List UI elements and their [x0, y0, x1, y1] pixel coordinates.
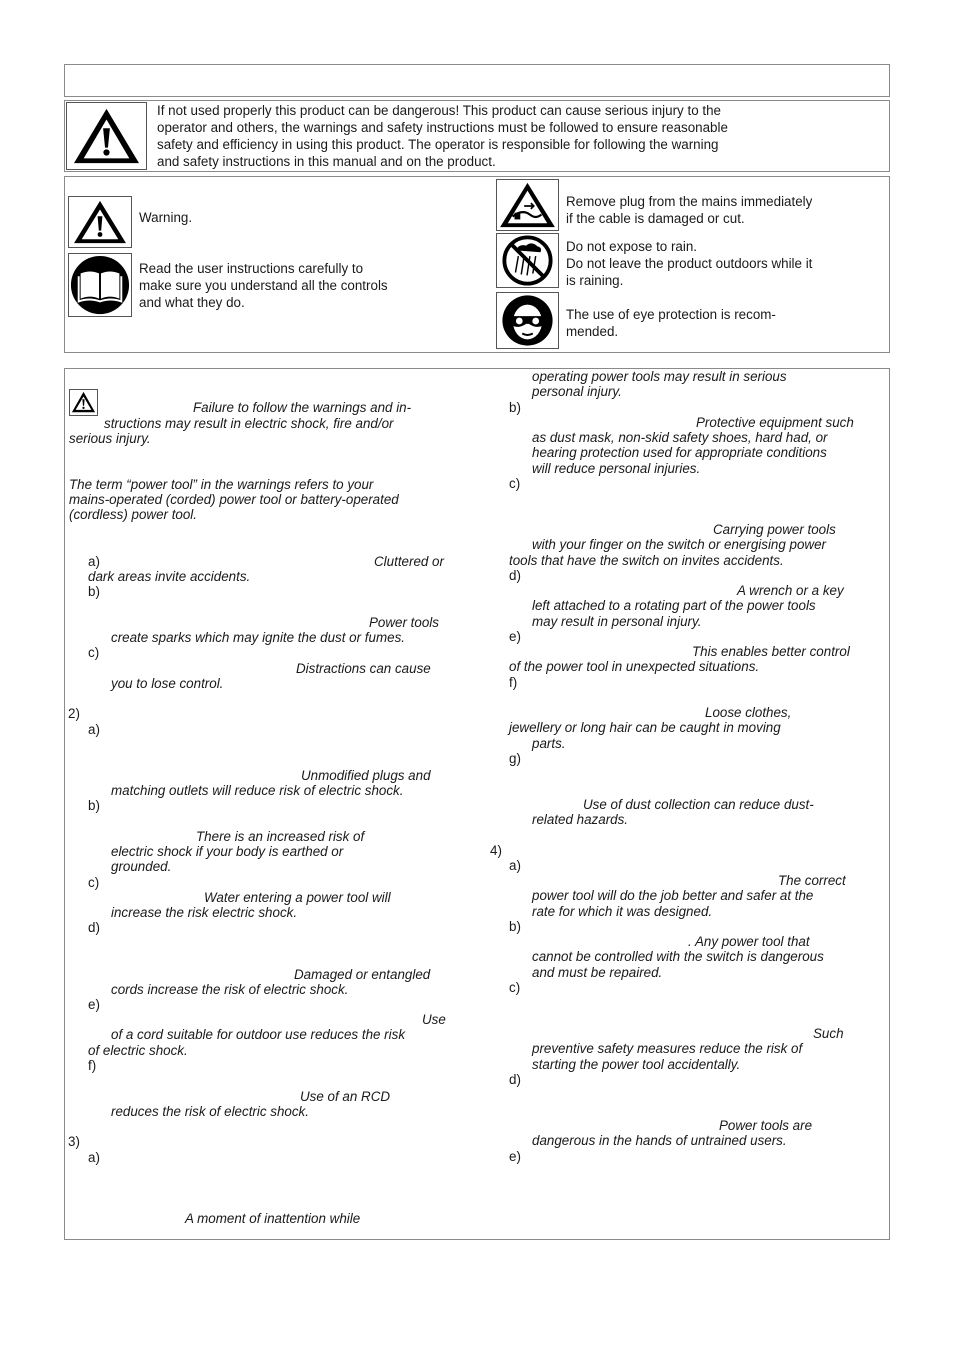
item-label: c): [509, 476, 521, 491]
item-text: preventive safety measures reduce the risk of: [532, 1041, 803, 1056]
item-text: hearing protection used for appropriate conditions: [532, 445, 827, 460]
item-label: d): [88, 920, 100, 935]
intro-line: safety and efficiency in using this product. The operator is responsible for following the warning: [157, 137, 719, 152]
item-text: Use of an RCD: [300, 1089, 391, 1104]
item-text: Such: [813, 1026, 844, 1041]
item-label: d): [509, 1072, 521, 1087]
item-text: A wrench or a key: [737, 583, 844, 598]
item-text: cords increase the risk of electric shock.: [111, 982, 349, 997]
item-text: of the power tool in unexpected situations.: [509, 659, 760, 674]
warning-triangle-icon: [69, 389, 98, 416]
item-text: dangerous in the hands of untrained users.: [532, 1133, 787, 1148]
item-text: create sparks which may ignite the dust or fumes.: [111, 630, 405, 645]
manual-book-icon: [68, 253, 132, 317]
item-text: Power tools are: [719, 1118, 813, 1133]
item-text: Protective equipment such: [696, 415, 854, 430]
symbol-text: Read the user instructions carefully to: [139, 261, 364, 276]
item-text: Power tools: [369, 615, 439, 630]
item-text: cannot be controlled with the switch is dangerous: [532, 949, 824, 964]
item-text: left attached to a rotating part of the power tools: [532, 598, 816, 613]
symbol-text: if the cable is damaged or cut.: [566, 211, 745, 226]
item-text: electric shock if your body is earthed or: [111, 844, 344, 859]
item-label: e): [509, 1149, 521, 1164]
item-text: will reduce personal injuries.: [532, 461, 701, 476]
symbol-text: make sure you understand all the controls: [139, 278, 388, 293]
intro-line: and safety instructions in this manual and on the product.: [157, 154, 496, 169]
item-text: and must be repaired.: [532, 965, 663, 980]
general-warning-text: structions may result in electric shock, fire and/or: [104, 416, 394, 431]
item-text: you to lose control.: [111, 676, 224, 691]
item-text: . Any power tool that: [688, 934, 810, 949]
item-label: d): [509, 568, 521, 583]
item-text: parts.: [532, 736, 566, 751]
title-bar: [64, 64, 890, 97]
item-text: A moment of inattention while: [185, 1211, 361, 1226]
warning-triangle-icon: [66, 102, 147, 170]
item-text: This enables better control: [692, 644, 850, 659]
item-text: Damaged or entangled: [294, 967, 431, 982]
item-text: Cluttered or: [374, 554, 444, 569]
warning-triangle-icon: [68, 196, 132, 248]
item-text: increase the risk electric shock.: [111, 905, 298, 920]
no-rain-icon: [496, 233, 559, 288]
unplug-icon: [496, 179, 559, 231]
term-definition: The term “power tool” in the warnings refers to your: [69, 477, 374, 492]
general-warning-text: Failure to follow the warnings and in-: [193, 400, 412, 415]
item-text: matching outlets will reduce risk of electric shock.: [111, 783, 404, 798]
item-text: operating power tools may result in serious: [532, 369, 787, 384]
item-text: jewellery or long hair can be caught in moving: [509, 720, 781, 735]
symbol-text: and what they do.: [139, 295, 245, 310]
general-warning-text: serious injury.: [69, 431, 151, 446]
item-text: There is an increased risk of: [196, 829, 365, 844]
symbol-text: Remove plug from the mains immediately: [566, 194, 813, 209]
item-text: Unmodified plugs and: [301, 768, 431, 783]
item-label: b): [509, 919, 521, 934]
item-text: Water entering a power tool will: [204, 890, 391, 905]
item-label: a): [88, 1150, 100, 1165]
section-number: 2): [68, 706, 80, 721]
intro-line: operator and others, the warnings and safety instructions must be followed to ensure reasonable: [157, 120, 728, 135]
term-definition: mains-operated (corded) power tool or battery-operated: [69, 492, 399, 507]
item-label: b): [88, 798, 100, 813]
item-text: as dust mask, non-skid safety shoes, hard had, or: [532, 430, 828, 445]
item-text: Use: [422, 1012, 446, 1027]
symbol-text: Do not leave the product outdoors while it: [566, 256, 813, 271]
item-text: with your finger on the switch or energising power: [532, 537, 826, 552]
item-label: f): [509, 675, 518, 690]
item-text: Use of dust collection can reduce dust-: [583, 797, 814, 812]
item-text: Carrying power tools: [713, 522, 836, 537]
item-label: c): [88, 875, 100, 890]
symbols-box: [64, 176, 890, 353]
item-text: tools that have the switch on invites accidents.: [509, 553, 784, 568]
term-definition: (cordless) power tool.: [69, 507, 198, 522]
section-number: 4): [490, 843, 502, 858]
item-label: e): [509, 629, 521, 644]
item-label: c): [509, 980, 521, 995]
symbol-text: Do not expose to rain.: [566, 239, 698, 254]
item-text: Distractions can cause: [296, 661, 431, 676]
item-text: starting the power tool accidentally.: [532, 1057, 741, 1072]
symbol-text: The use of eye protection is recom-: [566, 307, 776, 322]
item-text: personal injury.: [532, 384, 622, 399]
section-number: 3): [68, 1134, 80, 1149]
item-label: a): [88, 554, 100, 569]
symbol-text: is raining.: [566, 273, 624, 288]
eye-protection-icon: [496, 292, 559, 349]
item-label: a): [88, 722, 100, 737]
item-text: Loose clothes,: [705, 705, 792, 720]
item-label: b): [88, 584, 100, 599]
item-text: power tool will do the job better and safer at the: [532, 888, 814, 903]
item-text: may result in personal injury.: [532, 614, 702, 629]
symbol-text: Warning.: [139, 210, 193, 225]
item-label: a): [509, 858, 521, 873]
item-text: dark areas invite accidents.: [88, 569, 251, 584]
item-text: grounded.: [111, 859, 172, 874]
intro-line: If not used properly this product can be dangerous! This product can cause serious injury to the: [157, 103, 721, 118]
item-text: reduces the risk of electric shock.: [111, 1104, 309, 1119]
item-text: rate for which it was designed.: [532, 904, 713, 919]
symbol-text: mended.: [566, 324, 619, 339]
item-text: of electric shock.: [88, 1043, 188, 1058]
item-label: f): [88, 1058, 97, 1073]
item-label: c): [88, 645, 100, 660]
intro-warning-box: [64, 100, 890, 172]
item-text: related hazards.: [532, 812, 629, 827]
item-label: g): [509, 751, 521, 766]
item-label: b): [509, 400, 521, 415]
item-label: e): [88, 997, 100, 1012]
item-text: of a cord suitable for outdoor use reduces the risk: [111, 1027, 406, 1042]
item-text: The correct: [778, 873, 846, 888]
